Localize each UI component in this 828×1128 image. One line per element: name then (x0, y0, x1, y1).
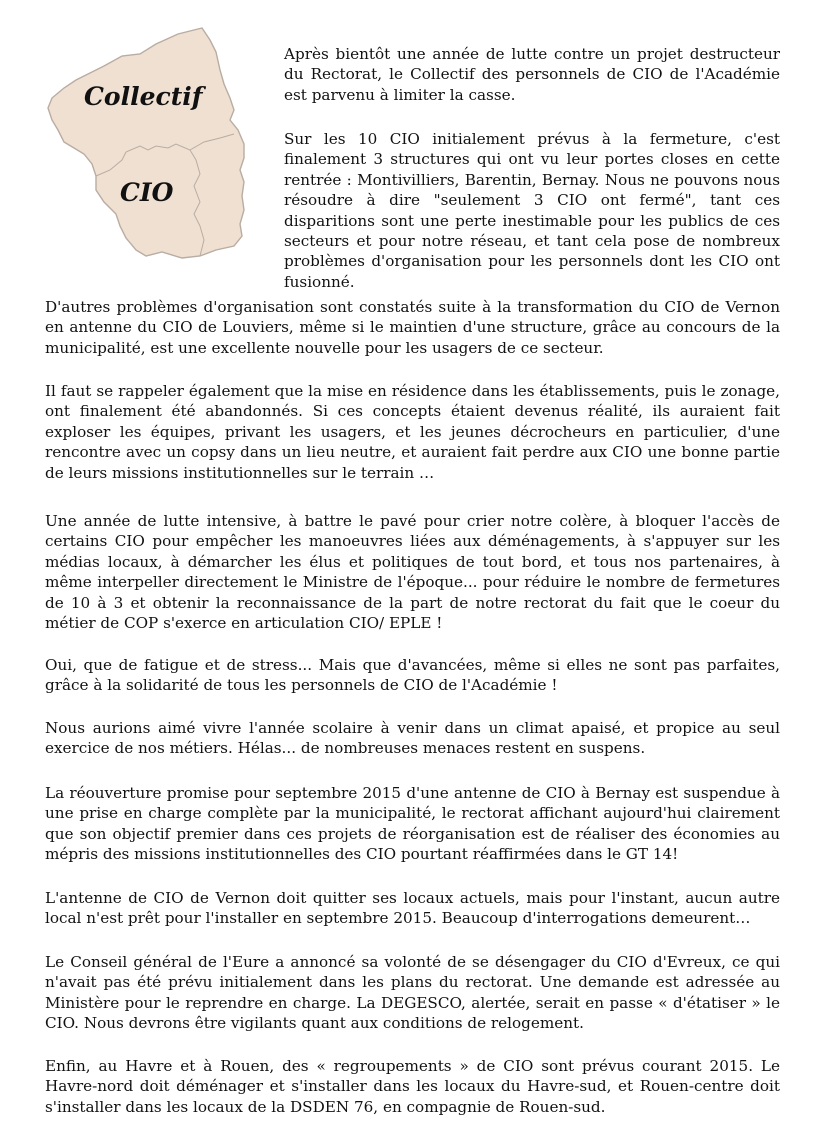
logo-title-collectif: Collectif (84, 82, 203, 111)
paragraph-zonage: Il faut se rappeler également que la mise en résidence dans les établissements, puis le zonage, ont finalement été abandonnés. Si ces concepts étaient devenus réalité, ils auraient fait exploser les équipes, privant les usagers, et les jeunes décrocheurs en particulier, d'une rencontre avec un copsy dans un lieu neutre, et auraient fait perdre aux CIO une bonne partie de leurs missions institutionnelles sur le terrain … (45, 382, 780, 482)
paragraph-intro: Après bientôt une année de lutte contre un projet destructeur du Rectorat, le Collectif des personnels de CIO de l'Académie est parvenu à limiter la casse. (284, 45, 780, 104)
collectif-cio-logo (44, 26, 254, 266)
paragraph-closures: Sur les 10 CIO initialement prévus à la fermeture, c'est finalement 3 structures qui ont vu leur portes closes en cette rentrée : Montivilliers, Barentin, Bernay. Nous ne pouvons nous résoudre à dire "seulement 3 CIO ont fermé", tant ces disparitions sont une perte inestimable pour les publics de ces secteurs et pour notre réseau, et tant cela pose de nombreux problèmes d'organisation pour les personnels dont les CIO ont fusionné. (284, 130, 780, 291)
paragraph-bernay: La réouverture promise pour septembre 2015 d'une antenne de CIO à Bernay est suspendue à une prise en charge complète par la municipalité, le rectorat affichant aujourd'hui clairement que son objectif premier dans ces projets de réorganisation est de réaliser des économies au mépris des missions institutionnelles des CIO pourtant réaffirmées dans le GT 14! (45, 784, 780, 864)
paragraph-solidarite: Oui, que de fatigue et de stress... Mais que d'avancées, même si elles ne sont pas parfaites, grâce à la solidarité de tous les personnels de CIO de l'Académie ! (45, 656, 780, 695)
map-shape (48, 28, 244, 258)
paragraph-regroupements: Enfin, au Havre et à Rouen, des « regroupements » de CIO sont prévus courant 2015. Le Havre-nord doit déménager et s'installer dans les locaux du Havre-sud, et Rouen-centre doit s'installer dans les locaux de la DSDEN 76, en compagnie de Rouen-sud. (45, 1057, 780, 1116)
normandy-map-icon (44, 26, 254, 266)
paragraph-vernon: L'antenne de CIO de Vernon doit quitter ses locaux actuels, mais pour l'instant, aucun autre local n'est prêt pour l'installer en septembre 2015. Beaucoup d'interrogations demeurent… (45, 889, 780, 928)
logo-title-cio: CIO (120, 178, 174, 207)
paragraph-evreux: Le Conseil général de l'Eure a annoncé sa volonté de se désengager du CIO d'Evreux, ce qui n'avait pas été prévu initialement dans les plans du rectorat. Une demande est adressée au Ministère pour le reprendre en charge. La DEGESCO, alertée, serait en passe « d'étatiser » le CIO. Nous devrons être vigilants quant aux conditions de relogement. (45, 953, 780, 1033)
paragraph-vernon-louviers: D'autres problèmes d'organisation sont constatés suite à la transformation du CIO de Vernon en antenne du CIO de Louviers, même si le maintien d'une structure, grâce au concours de la municipalité, est une excellente nouvelle pour les usagers de ce secteur. (45, 298, 780, 357)
paragraph-lutte: Une année de lutte intensive, à battre le pavé pour crier notre colère, à bloquer l'accès de certains CIO pour empêcher les manoeuvres liées aux déménagements, à s'appuyer sur les médias locaux, à démarcher les élus et politiques de tout bord, et tous nos partenaires, à même interpeller directement le Ministre de l'époque... pour réduire le nombre de fermetures de 10 à 3 et obtenir la reconnaissance de la part de notre rectorat du fait que le coeur du métier de COP s'exerce en articulation CIO/ EPLE ! (45, 512, 780, 633)
paragraph-menaces: Nous aurions aimé vivre l'année scolaire à venir dans un climat apaisé, et propice au seul exercice de nos métiers. Hélas... de nombreuses menaces restent en suspens. (45, 719, 780, 758)
